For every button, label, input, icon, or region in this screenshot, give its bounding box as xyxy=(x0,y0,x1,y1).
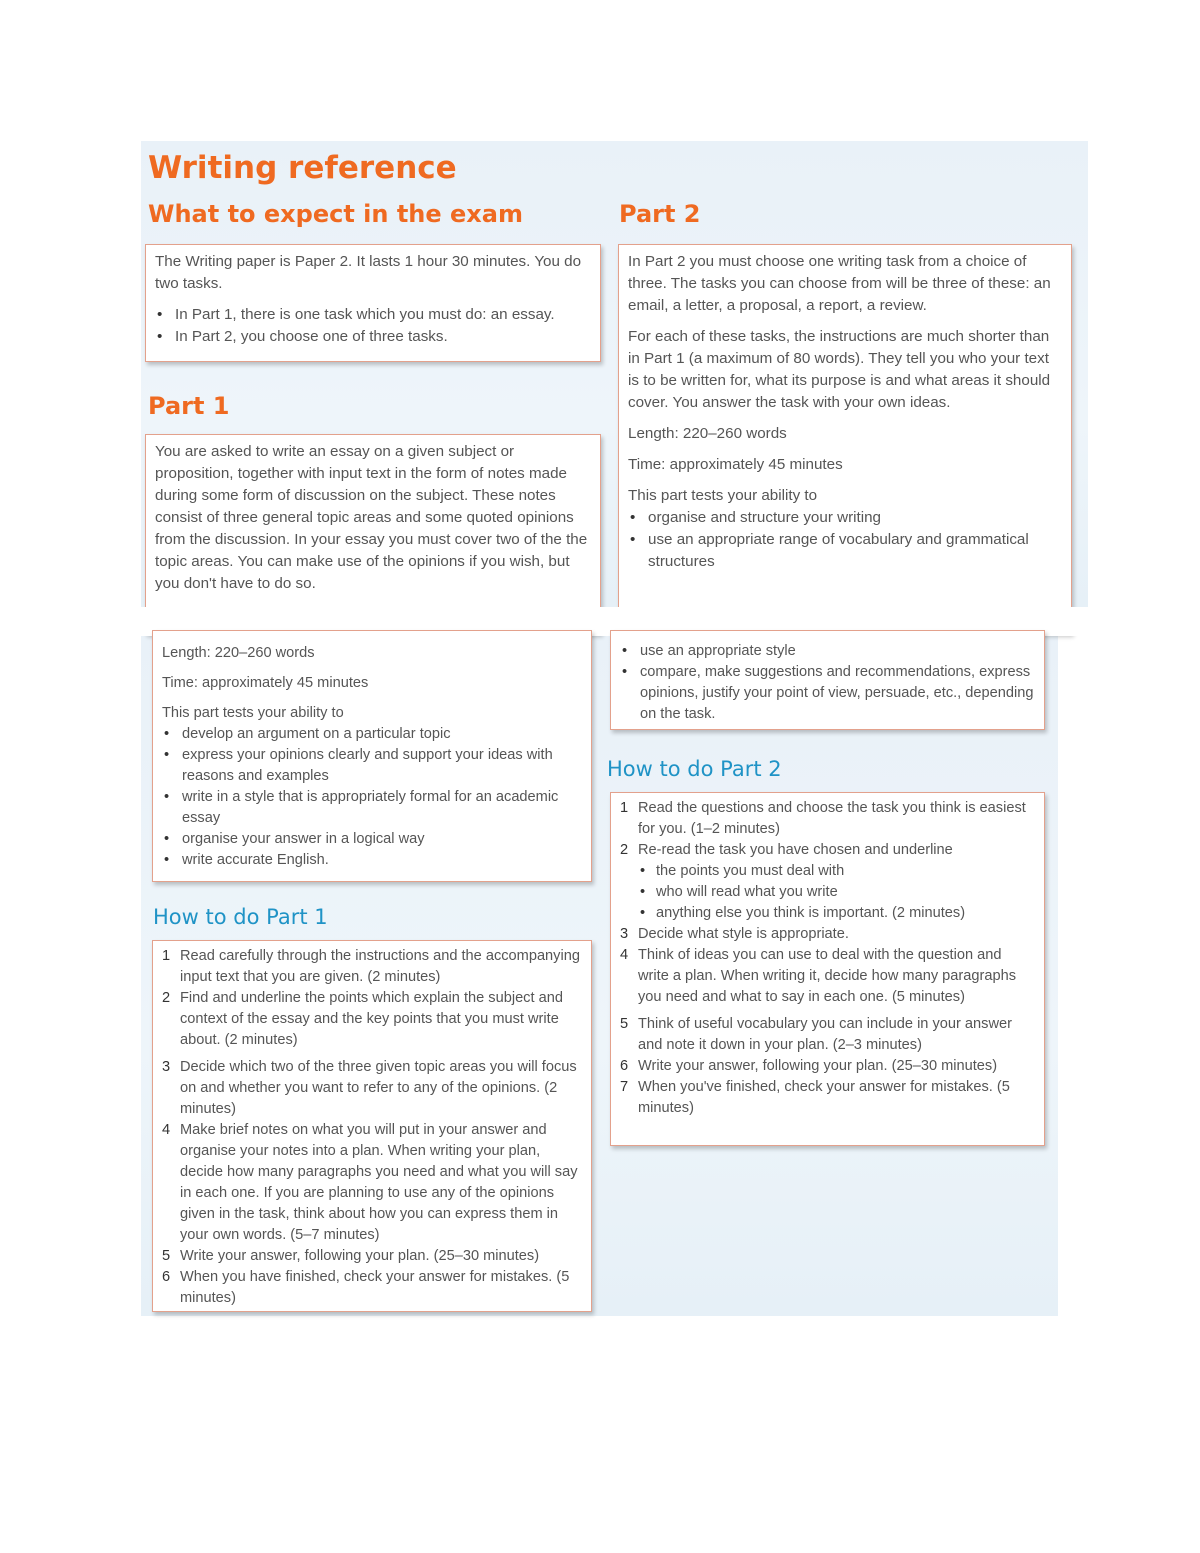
part1-test-5: • write accurate English. xyxy=(162,850,583,871)
howto1-box xyxy=(152,940,592,1312)
howto2-step-2-sublist xyxy=(638,861,1036,924)
part1-tests-list xyxy=(162,724,583,871)
howto1-step-4: 4 Make brief notes on what you will put in your answer and organise your notes into a plan. When writing your plan, decide how many paragraphs you need and what you will say in each one. If you are planning to use any of the opinions given in the task, think about how you can express them in your own words. (5–7 minutes) xyxy=(162,1122,578,1243)
part1-time: Time: approximately 45 minutes xyxy=(162,675,369,691)
part2-heading: Part 2 xyxy=(619,200,701,228)
howto2-sub-3: • anything else you think is important. (2 minutes) xyxy=(638,903,1036,924)
howto1-step-2: 2 Find and underline the points which explain the subject and context of the essay and the key points that you must write about. (2 minutes) xyxy=(162,990,563,1048)
howto2-step-6: 6 Write your answer, following your plan. (25–30 minutes) xyxy=(620,1058,998,1074)
page-title: Writing reference xyxy=(148,150,457,186)
part2-tests-intro: This part tests your ability to xyxy=(628,487,818,504)
part2-para1: In Part 2 you must choose one writing task from a choice of three. The tasks you can choose from will be three of these: an email, a letter, a proposal, a report, a review. xyxy=(628,253,1051,314)
part2-test-1: • organise and structure your writing xyxy=(628,507,1063,529)
howto2-sub-2: • who will read what you write xyxy=(638,882,1036,903)
part1-box-bottom xyxy=(152,630,592,882)
howto2-step-2: 2 Re-read the task you have chosen and underline • the points you must deal with • who will read what you write • anything else you think is important. (2 minutes) xyxy=(620,840,1036,924)
part2-box-bottom xyxy=(610,630,1045,730)
part2-tests-list-a xyxy=(628,507,1063,573)
howto1-step-6: 6 When you have finished, check your answer for mistakes. (5 minutes) xyxy=(162,1269,570,1306)
expect-box xyxy=(145,244,601,362)
howto2-step-5: 5 Think of useful vocabulary you can include in your answer and note it down in your plan. (2–3 minutes) xyxy=(620,1016,1012,1053)
part2-tests-list-b xyxy=(620,641,1036,725)
howto2-sub-1: • the points you must deal with xyxy=(638,861,1036,882)
part2-test-3: • use an appropriate style xyxy=(620,641,1036,662)
howto2-step-3: 3 Decide what style is appropriate. xyxy=(620,926,849,942)
expect-bullet-2: • In Part 2, you choose one of three tasks. xyxy=(155,326,592,348)
howto2-step-1: 1 Read the questions and choose the task you think is easiest for you. (1–2 minutes) xyxy=(620,800,1026,837)
part2-length: Length: 220–260 words xyxy=(628,425,787,442)
expect-intro: The Writing paper is Paper 2. It lasts 1 hour 30 minutes. You do two tasks. xyxy=(155,253,582,292)
howto1-heading: How to do Part 1 xyxy=(153,905,328,929)
expect-bullet-1: • In Part 1, there is one task which you must do: an essay. xyxy=(155,304,592,326)
part1-test-4: • organise your answer in a logical way xyxy=(162,829,583,850)
part1-description: You are asked to write an essay on a given subject or proposition, together with input text in the form of notes made during some form of discussion on the subject. These notes consist of three general topic areas and some quoted opinions from the discussion. In your essay you must cover two of the the topic areas. You can make use of the opinions if you wish, but you don't have to do so. xyxy=(155,443,588,592)
part2-test-4: • compare, make suggestions and recommendations, express opinions, justify your point of view, persuade, etc., depending on the task. xyxy=(620,662,1036,725)
part1-length: Length: 220–260 words xyxy=(162,645,315,661)
part1-test-3: • write in a style that is appropriately formal for an academic essay xyxy=(162,787,583,829)
expect-list xyxy=(155,304,592,348)
howto1-step-3: 3 Decide which two of the three given topic areas you will focus on and whether you want to refer to any of the opinions. (2 minutes) xyxy=(162,1059,577,1117)
howto2-step-7: 7 When you've finished, check your answer for mistakes. (5 minutes) xyxy=(620,1079,1010,1116)
howto2-step-4: 4 Think of ideas you can use to deal with the question and write a plan. When writing it, decide how many paragraphs you need and what to say in each one. (5 minutes) xyxy=(620,947,1017,1005)
part2-para2: For each of these tasks, the instructions are much shorter than in Part 1 (a maximum of 80 words). They tell you who your text is to be written for, what its purpose is and what areas it should cover. You answer the task with your own ideas. xyxy=(628,328,1051,411)
part1-test-2: • express your opinions clearly and support your ideas with reasons and examples xyxy=(162,745,583,787)
howto1-step-1: 1 Read carefully through the instructions and the accompanying input text that you are given. (2 minutes) xyxy=(162,948,580,985)
howto2-steps xyxy=(620,798,1036,1119)
howto2-heading: How to do Part 2 xyxy=(607,757,782,781)
part1-test-1: • develop an argument on a particular topic xyxy=(162,724,583,745)
part2-test-2: • use an appropriate range of vocabulary and grammatical structures xyxy=(628,529,1063,573)
part2-box-top xyxy=(618,244,1072,634)
howto1-steps xyxy=(162,946,583,1309)
part2-time: Time: approximately 45 minutes xyxy=(628,456,843,473)
part1-box-top xyxy=(145,434,601,634)
expect-heading: What to expect in the exam xyxy=(148,200,523,228)
part1-tests-intro: This part tests your ability to xyxy=(162,705,344,721)
part1-heading: Part 1 xyxy=(148,392,230,420)
howto1-step-5: 5 Write your answer, following your plan. (25–30 minutes) xyxy=(162,1248,540,1264)
howto2-box xyxy=(610,792,1045,1146)
